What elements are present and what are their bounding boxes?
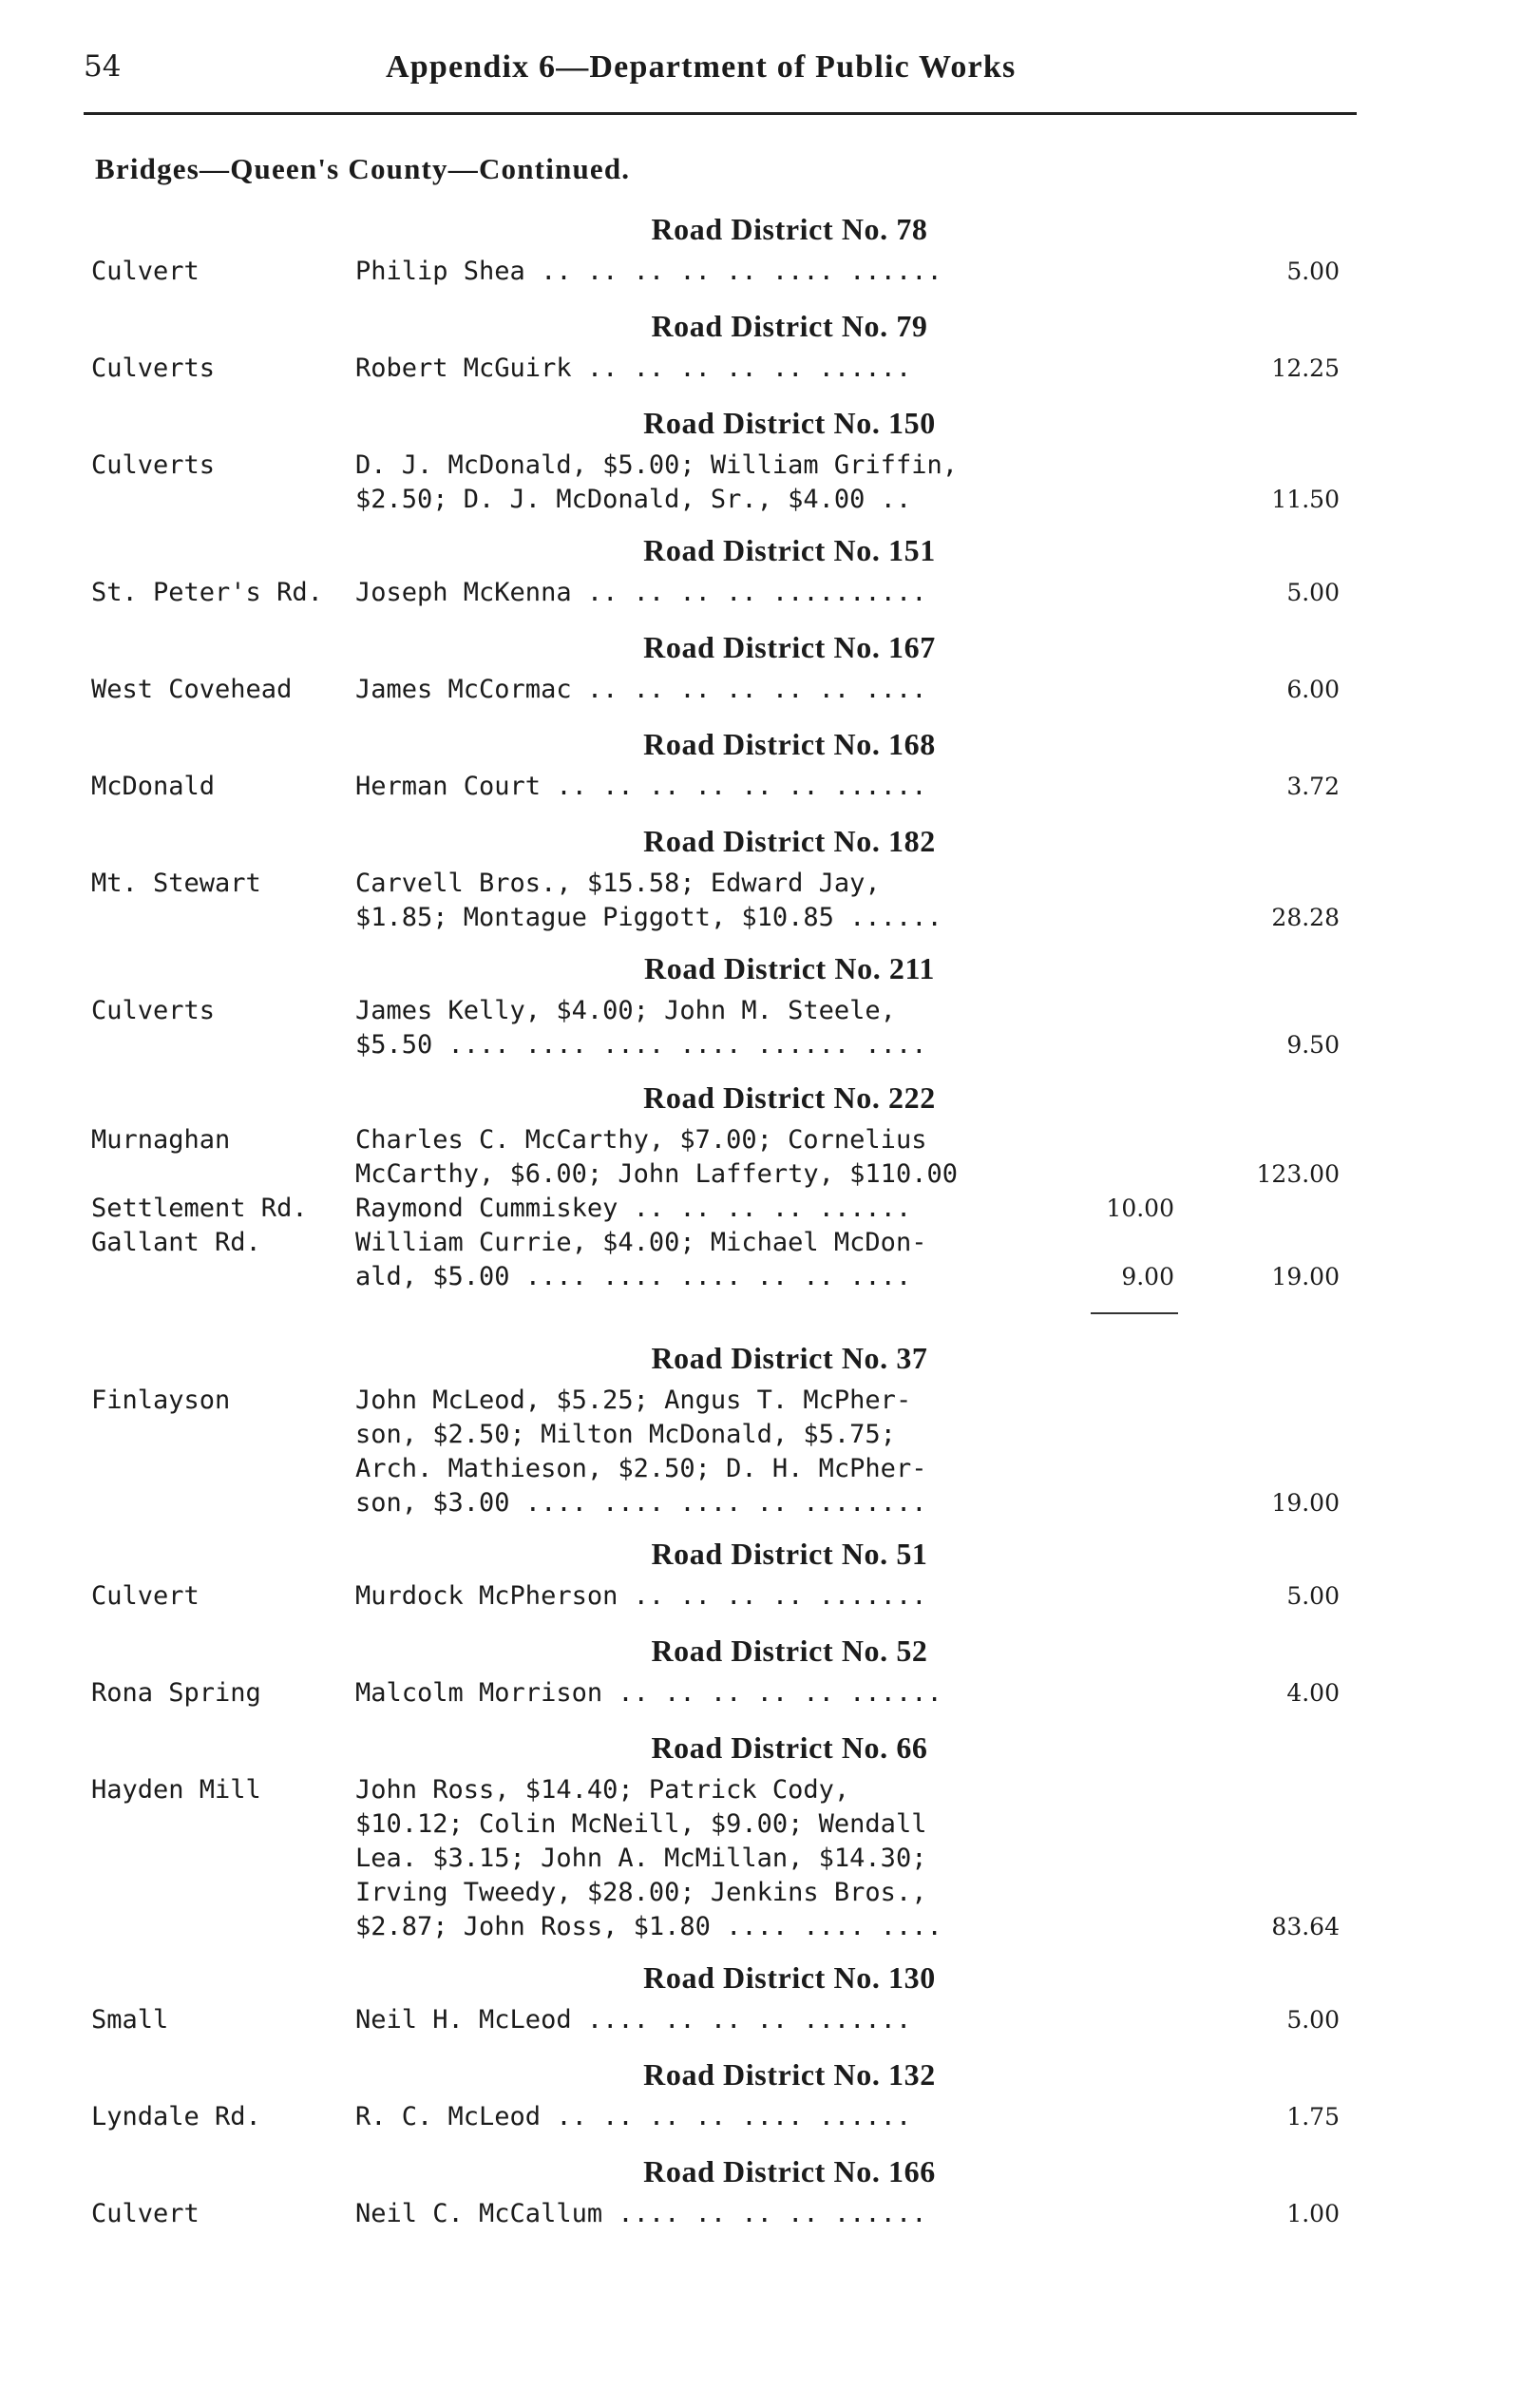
entry-place: Culvert	[91, 257, 200, 286]
entry-amount: 19.00	[1271, 1263, 1340, 1290]
subtotal-rule	[1091, 1312, 1178, 1314]
entry-place: Rona Spring	[91, 1678, 261, 1708]
entry-amount: 9.50	[1286, 1031, 1340, 1059]
entry-payee-line: Neil H. McLeod .... .. .. .. .......	[355, 2005, 912, 2035]
entry-amount: 12.25	[1271, 354, 1340, 382]
district-heading: Road District No. 168	[643, 727, 936, 761]
entry-amount: 19.00	[1271, 1489, 1340, 1517]
entry-amount: 5.00	[1286, 579, 1340, 606]
district-heading: Road District No. 130	[643, 1960, 936, 1995]
district-heading: Road District No. 37	[651, 1341, 928, 1375]
entry-sub-amount: 9.00	[1121, 1263, 1174, 1290]
entry-place: St. Peter's Rd.	[91, 578, 323, 607]
entry-place: Culverts	[91, 354, 216, 383]
entry-amount: 1.75	[1286, 2103, 1340, 2131]
entry-payee-line: D. J. McDonald, $5.00; William Griffin,	[355, 450, 958, 480]
entry-payee-line: Murdock McPherson .. .. .. .. .......	[355, 1581, 927, 1611]
entry-place: West Covehead	[91, 675, 293, 704]
entry-place: Culvert	[91, 2199, 200, 2228]
entry-payee-line: Herman Court .. .. .. .. .. .. ......	[355, 772, 927, 801]
district-heading: Road District No. 51	[651, 1537, 928, 1571]
entry-amount: 4.00	[1286, 1679, 1340, 1707]
entry-payee-line: $2.87; John Ross, $1.80 .... .... ....	[355, 1912, 942, 1941]
entry-amount: 28.28	[1271, 904, 1340, 931]
entry-place: Culverts	[91, 996, 216, 1025]
district-heading: Road District No. 222	[643, 1080, 936, 1115]
entry-payee-line: Malcolm Morrison .. .. .. .. .. ......	[355, 1678, 942, 1708]
district-heading: Road District No. 52	[651, 1634, 928, 1668]
district-heading: Road District No. 66	[651, 1730, 928, 1765]
entry-place: Finlayson	[91, 1386, 231, 1415]
entry-place: Settlement Rd.	[91, 1194, 308, 1223]
entry-payee-line: William Currie, $4.00; Michael McDon-	[355, 1228, 927, 1257]
entry-payee-line: Raymond Cummiskey .. .. .. .. ......	[355, 1194, 912, 1223]
district-heading: Road District No. 182	[643, 824, 936, 858]
entry-payee-line: $2.50; D. J. McDonald, Sr., $4.00 ..	[355, 485, 912, 514]
entry-payee-line: R. C. McLeod .. .. .. .. .... ......	[355, 2102, 912, 2131]
entry-payee-line: $5.50 .... .... .... .... ...... ....	[355, 1030, 927, 1060]
district-heading: Road District No. 151	[643, 533, 936, 567]
entry-sub-amount: 10.00	[1106, 1194, 1174, 1222]
entry-amount: 3.72	[1286, 773, 1340, 800]
entry-payee-line: Joseph McKenna .. .. .. .. ..........	[355, 578, 927, 607]
entry-payee-line: James McCormac .. .. .. .. .. .. ....	[355, 675, 927, 704]
entry-place: Culverts	[91, 450, 216, 480]
entry-place: Murnaghan	[91, 1125, 231, 1155]
district-heading: Road District No. 78	[651, 212, 928, 246]
running-title: Appendix 6—Department of Public Works	[386, 49, 1017, 85]
entry-payee-line: John McLeod, $5.25; Angus T. McPher-	[355, 1386, 912, 1415]
entry-payee-line: John Ross, $14.40; Patrick Cody,	[355, 1775, 850, 1805]
entry-payee-line: ald, $5.00 .... .... .... .. .. ....	[355, 1262, 912, 1291]
district-heading: Road District No. 166	[643, 2154, 936, 2188]
district-heading: Road District No. 150	[643, 406, 936, 440]
entry-payee-line: Philip Shea .. .. .. .. .. .... ......	[355, 257, 942, 286]
entry-place: Hayden Mill	[91, 1775, 261, 1805]
entry-payee-line: Lea. $3.15; John A. McMillan, $14.30;	[355, 1844, 927, 1873]
entry-payee-line: son, $3.00 .... .... .... .. ........	[355, 1488, 927, 1518]
entry-payee-line: $1.85; Montague Piggott, $10.85 ......	[355, 903, 942, 932]
entry-payee-line: James Kelly, $4.00; John M. Steele,	[355, 996, 896, 1025]
district-heading: Road District No. 132	[643, 2057, 936, 2092]
entry-amount: 1.00	[1286, 2200, 1340, 2227]
page-number: 54	[84, 49, 122, 84]
entry-place: Culvert	[91, 1581, 200, 1611]
entry-place: Small	[91, 2005, 169, 2035]
entry-payee-line: Carvell Bros., $15.58; Edward Jay,	[355, 869, 881, 898]
entry-payee-line: Robert McGuirk .. .. .. .. .. ......	[355, 354, 912, 383]
entry-payee-line: Irving Tweedy, $28.00; Jenkins Bros.,	[355, 1878, 927, 1907]
entry-place: Gallant Rd.	[91, 1228, 261, 1257]
entry-payee-line: Charles C. McCarthy, $7.00; Cornelius	[355, 1125, 927, 1155]
entry-payee-line: McCarthy, $6.00; John Lafferty, $110.00	[355, 1159, 958, 1189]
entry-payee-line: $10.12; Colin McNeill, $9.00; Wendall	[355, 1809, 927, 1839]
entry-amount: 5.00	[1286, 1582, 1340, 1610]
entry-place: Lyndale Rd.	[91, 2102, 261, 2131]
entry-payee-line: Neil C. McCallum .... .. .. .. ......	[355, 2199, 927, 2228]
entry-amount: 5.00	[1286, 258, 1340, 285]
entry-amount: 123.00	[1256, 1160, 1340, 1188]
section-title: Bridges—Queen's County—Continued.	[95, 152, 631, 185]
entry-amount: 5.00	[1286, 2006, 1340, 2034]
entry-payee-line: son, $2.50; Milton McDonald, $5.75;	[355, 1420, 896, 1449]
entry-amount: 11.50	[1271, 486, 1340, 513]
district-heading: Road District No. 211	[644, 951, 935, 985]
entry-payee-line: Arch. Mathieson, $2.50; D. H. McPher-	[355, 1454, 927, 1483]
district-heading: Road District No. 167	[643, 630, 936, 664]
entry-amount: 83.64	[1271, 1913, 1340, 1940]
entry-amount: 6.00	[1286, 676, 1340, 703]
district-heading: Road District No. 79	[651, 309, 928, 343]
entry-place: Mt. Stewart	[91, 869, 261, 898]
entry-place: McDonald	[91, 772, 216, 801]
